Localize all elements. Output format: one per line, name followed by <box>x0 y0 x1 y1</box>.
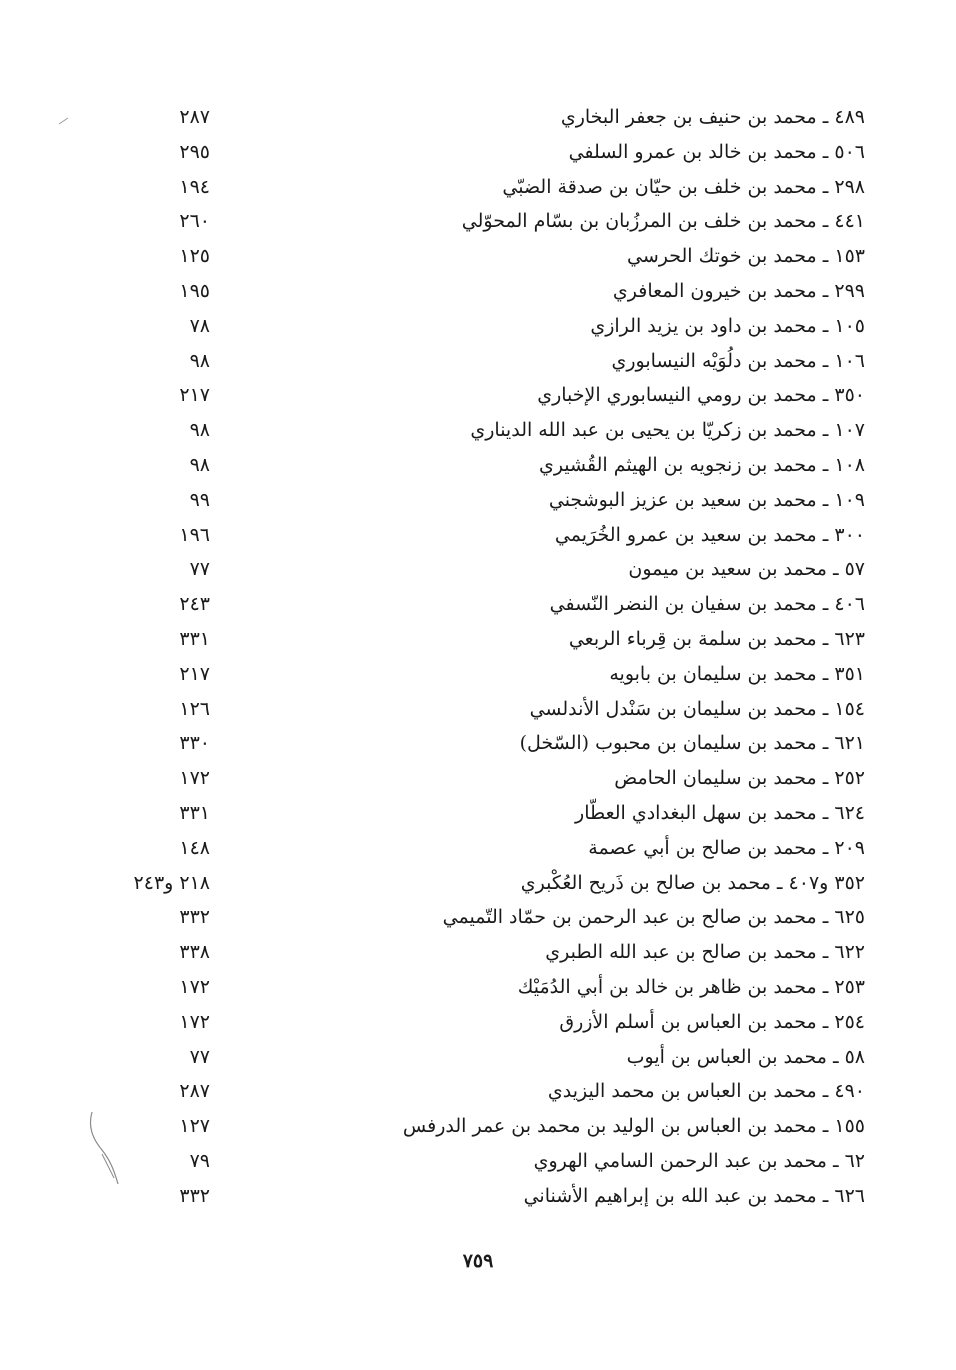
entry-label: ٥٠٦ ـ محمد بن خالد بن عمرو السلفي <box>568 140 865 163</box>
entry-label: ١٥٣ ـ محمد بن خوتك الحرسي <box>627 245 865 268</box>
entry-page-number: ١٩٤ <box>179 175 210 198</box>
index-entry <box>100 380 865 415</box>
entry-label: ١٥٥ ـ محمد بن العباس بن الوليد بن محمد بن عمر الدرفس <box>402 1115 865 1138</box>
entry-page-number: ٢٨٧ <box>179 1080 210 1103</box>
entry-label: ٦٢٢ ـ محمد بن صالح بن عبد الله الطبري <box>545 941 865 964</box>
entry-page-number: ١٢٦ <box>179 697 210 720</box>
entry-label: ١٠٩ ـ محمد بن سعيد بن عزيز البوشجني <box>548 488 865 511</box>
index-entry <box>100 1007 865 1042</box>
entry-page-number: ٩٨ <box>189 419 210 442</box>
entry-label: ٥٨ ـ محمد بن العباس بن أيوب <box>626 1045 865 1068</box>
index-entry <box>100 520 865 555</box>
entry-page-number: ٣٣٠ <box>179 732 210 755</box>
index-entry <box>100 902 865 937</box>
index-entry <box>100 972 865 1007</box>
entry-label: ١٠٦ ـ محمد بن دلُوَيْه النيسابوري <box>611 349 865 372</box>
entry-page-number: ٧٩ <box>189 1149 210 1172</box>
entry-label: ٥٧ ـ محمد بن سعيد بن ميمون <box>628 558 865 581</box>
entry-label: ٤٨٩ ـ محمد بن حنيف بن جعفر البخاري <box>560 106 865 128</box>
index-entry <box>100 102 865 137</box>
index-entry <box>100 276 865 311</box>
index-entry <box>100 589 865 624</box>
entry-page-number: ٢٩٥ <box>179 140 210 163</box>
pencil-margin-mark <box>80 1108 130 1188</box>
index-entry <box>100 311 865 346</box>
entry-page-number: ١٧٢ <box>179 975 210 998</box>
entry-label: ٣٥٠ ـ محمد بن رومي النيسابوري الإخباري <box>537 384 865 407</box>
index-entry <box>100 1042 865 1077</box>
entry-page-number: ٣٣٢ <box>179 1184 210 1207</box>
entry-page-number: ٢٦٠ <box>179 210 210 233</box>
entry-page-number: ٧٧ <box>189 1045 210 1068</box>
pencil-tick-mark <box>58 116 70 126</box>
index-entry <box>100 659 865 694</box>
entry-page-number: ٣٣٢ <box>179 906 210 929</box>
entry-page-number: ٢١٧ <box>179 384 210 407</box>
index-entry <box>100 868 865 903</box>
entry-label: ٢٠٩ ـ محمد بن صالح بن أبي عصمة <box>588 836 865 859</box>
entry-page-number: ١٢٥ <box>179 245 210 268</box>
index-entry <box>100 763 865 798</box>
index-entry <box>100 1111 865 1146</box>
entry-label: ٦٢١ ـ محمد بن سليمان بن محبوب (السّخل) <box>519 732 865 755</box>
entry-label: ٦٢ ـ محمد بن عبد الرحمن السامي الهروي <box>533 1149 865 1172</box>
index-entry <box>100 241 865 276</box>
index-entry <box>100 1146 865 1181</box>
index-entry <box>100 728 865 763</box>
index-entry <box>100 206 865 241</box>
entry-label: ٢٥٣ ـ محمد بن ظاهر بن خالد بن أبي الدُمَيْك <box>517 975 865 998</box>
entry-label: ٤٤١ ـ محمد بن خلف بن المرزُبان بن بسّام المحوّلي <box>461 210 865 233</box>
entry-label: ٦٢٥ ـ محمد بن صالح بن عبد الرحمن بن حمّاد التّميمي <box>442 906 865 929</box>
entry-page-number: ٩٨ <box>189 453 210 476</box>
index-entry <box>100 450 865 485</box>
entry-label: ٢٩٨ ـ محمد بن خلف بن حيّان بن صدقة الضبّي <box>502 175 865 198</box>
entry-page-number: ٩٩ <box>189 488 210 511</box>
index-entry <box>100 1076 865 1111</box>
index-entry <box>100 554 865 589</box>
page-number: ٧٥٩ <box>462 1250 494 1272</box>
entry-label: ١٠٥ ـ محمد بن داود بن يزيد الرازي <box>590 314 865 337</box>
entry-page-number: ٢٨٧ <box>179 106 210 128</box>
entry-label: ١٠٨ ـ محمد بن زنجويه بن الهيثم القُشيري <box>538 453 865 476</box>
entry-page-number: ٢١٧ <box>179 662 210 685</box>
entry-page-number: ٩٨ <box>189 349 210 372</box>
entry-page-number: ٣٣١ <box>179 801 210 824</box>
entry-page-number: ٢١٨ و٢٤٣ <box>133 871 210 894</box>
entry-page-number: ٣٣١ <box>179 627 210 650</box>
entry-page-number: ١٩٦ <box>179 523 210 546</box>
entry-page-number: ١٧٢ <box>179 1010 210 1033</box>
entry-page-number: ٣٣٨ <box>179 941 210 964</box>
index-entry-list <box>100 102 865 1216</box>
entry-label: ١٥٤ ـ محمد بن سليمان بن سَنْدل الأندلسي <box>529 697 865 720</box>
entry-page-number: ١٧٢ <box>179 767 210 790</box>
entry-label: ٣٠٠ ـ محمد بن سعيد بن عمرو الخُرَيمي <box>554 523 865 546</box>
index-entry <box>100 485 865 520</box>
index-entry <box>100 415 865 450</box>
entry-label: ٣٥١ ـ محمد بن سليمان بن بابويه <box>609 662 865 685</box>
entry-label: ٦٢٤ ـ محمد بن سهل البغدادي العطّار <box>575 801 865 824</box>
entry-page-number: ٢٤٣ <box>179 593 210 616</box>
entry-label: ٢٩٩ ـ محمد بن خيرون المعافري <box>612 279 865 302</box>
entry-label: ٤٩٠ ـ محمد بن العباس بن محمد اليزيدي <box>547 1080 865 1103</box>
entry-label: ٤٠٦ ـ محمد بن سفيان بن النضر النّسفي <box>549 593 865 616</box>
index-entry <box>100 798 865 833</box>
index-entry <box>100 1181 865 1216</box>
entry-label: ٦٢٣ ـ محمد بن سلمة بن قِرباء الربعي <box>568 627 865 650</box>
index-entry <box>100 833 865 868</box>
entry-label: ٢٥٤ ـ محمد بن العباس بن أسلم الأزرق <box>559 1010 865 1033</box>
entry-label: ٣٥٢ و٤٠٧ ـ محمد بن صالح بن ذَريح العُكْبري <box>520 871 865 894</box>
entry-page-number: ٧٨ <box>189 314 210 337</box>
entry-label: ١٠٧ ـ محمد بن زكريّا بن يحيى بن عبد الله الديناري <box>470 419 865 442</box>
index-entry <box>100 624 865 659</box>
entry-page-number: ٧٧ <box>189 558 210 581</box>
entry-label: ٢٥٢ ـ محمد بن سليمان الحامض <box>614 767 865 790</box>
entry-label: ٦٢٦ ـ محمد بن عبد الله بن إبراهيم الأشناني <box>523 1184 865 1207</box>
index-entry <box>100 172 865 207</box>
entry-page-number: ١٩٥ <box>179 279 210 302</box>
entry-page-number: ١٤٨ <box>179 836 210 859</box>
index-entry <box>100 694 865 729</box>
index-entry <box>100 137 865 172</box>
index-entry <box>100 937 865 972</box>
index-entry <box>100 346 865 381</box>
entry-page-number: ١٢٧ <box>179 1115 210 1138</box>
